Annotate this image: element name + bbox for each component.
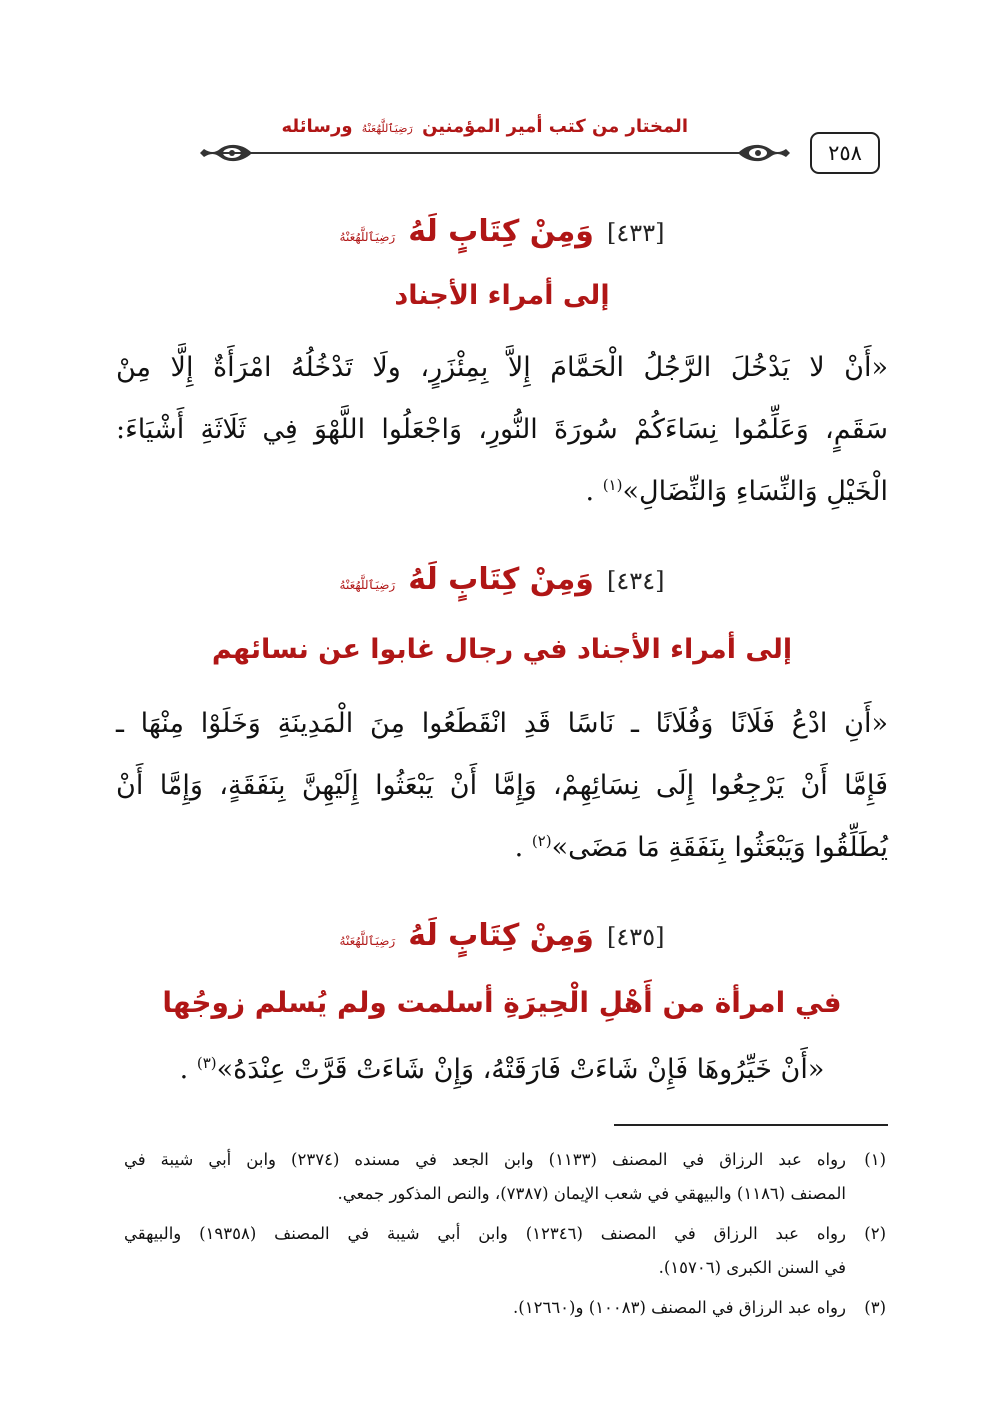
section-honorific: رَضِيَٱللَّهُعَنْهُ (339, 230, 396, 244)
footnote-text: رواه عبد الرزاق في المصنف (١٢٣٤٦) وابن أبي شيبة في المصنف (١٩٣٥٨) والبيهقي (124, 1224, 846, 1243)
footnote-ref-2: (٢) (531, 832, 552, 850)
running-title (281, 116, 688, 137)
running-title-tail: ورسائله (281, 116, 353, 137)
end-mark: . (179, 1054, 189, 1085)
footnote-text: رواه عبد الرزاق في المصنف (١٠٠٨٣) و(١٢٦٦٠). (513, 1298, 846, 1317)
running-title-main: المختار من كتب أمير المؤمنين (422, 116, 688, 137)
footnote-number: (٢) (864, 1224, 886, 1243)
footnote-3-line-1 (124, 1298, 886, 1317)
section-434-line-1: «أَنِ ادْعُ فَلَانًا وَفُلَانًا ـ نَاسًا قَدِ انْقَطَعُوا مِنَ الْمَدِينَةِ وَخَلَوْا مِنْهَا ـ (116, 708, 888, 739)
section-433-line-2: سَقَمٍ، وَعَلِّمُوا نِسَاءَكُمْ سُورَةَ النُّورِ، وَاجْعَلُوا اللَّهْوَ فِي ثَلَاثَةِ أَشْيَاءَ: (116, 414, 888, 445)
section-435-line-1 (116, 1054, 888, 1085)
section-honorific: رَضِيَٱللَّهُعَنْهُ (339, 934, 396, 948)
section-434-line-2: فَإِمَّا أَنْ يَرْجِعُوا إِلَى نِسَائِهِمْ، وَإِمَّا أَنْ يَبْعَثُوا إِلَيْهِنَّ بِنَفَقَةٍ، وَإِمَّا أَنْ (116, 770, 888, 801)
section-433-line-1: «أَنْ لا يَدْخُلَ الرَّجُلُ الْحَمَّامَ إِلاَّ بِمِئْزَرٍ، ولَا تَدْخُلُهُ امْرَأَةٌ إِلَّا مِنْ (116, 352, 888, 383)
running-header (140, 112, 880, 182)
page-number: ٢٥٨ (810, 132, 880, 174)
section-434-line-3-text: يُطَلِّقُوا وَيَبْعَثُوا بِنَفَقَةِ مَا مَضَى» (551, 832, 888, 863)
footnote-1-line-1 (124, 1150, 886, 1169)
section-phrase: وَمِنْ كِتَابٍ لَهُ (408, 918, 594, 953)
end-mark: . (585, 476, 595, 507)
section-433-line-3-text: الْخَيْلِ وَالنِّسَاءِ وَالنِّضَالِ» (622, 476, 888, 507)
section-phrase: وَمِنْ كِتَابٍ لَهُ (408, 214, 594, 249)
footnote-2-line-2: في السنن الكبرى (١٥٧٠٦). (658, 1258, 846, 1277)
right-ornament-icon (736, 140, 792, 166)
section-honorific: رَضِيَٱللَّهُعَنْهُ (339, 578, 396, 592)
footnote-1-line-2: المصنف (١١٨٦) والبيهقي في شعب الإيمان (٧٣٨٧)، والنص المذكور جمعي. (337, 1184, 846, 1203)
footnote-ref-1: (١) (602, 476, 623, 494)
section-435-line-1-text: «أَنْ خَيِّرُوهَا فَإِنْ شَاءَتْ فَارَقَتْهُ، وَإِنْ شَاءَتْ قَرَّتْ عِنْدَهُ» (216, 1054, 825, 1085)
section-phrase: وَمِنْ كِتَابٍ لَهُ (408, 562, 594, 597)
footnote-ref-3: (٣) (196, 1054, 217, 1072)
section-number: [٤٣٥] (607, 923, 665, 951)
section-435-subheading: في امرأة من أَهْلِ الْحِيرَةِ أسلمت ولم يُسلم زوجُها (162, 986, 842, 1019)
header-rule (218, 152, 784, 154)
footnote-separator (614, 1124, 888, 1126)
section-433-heading (110, 214, 894, 249)
footnote-text: رواه عبد الرزاق في المصنف (١١٣٣) وابن الجعد في مسنده (٢٣٧٤) وابن أبي شيبة في (124, 1150, 847, 1169)
section-number: [٤٣٤] (607, 567, 665, 595)
section-434-subheading: إلى أمراء الأجناد في رجال غابوا عن نسائهم (211, 634, 793, 665)
section-433-subheading: إلى أمراء الأجناد (394, 280, 610, 311)
footnote-number: (٣) (864, 1298, 886, 1317)
section-435-heading (110, 918, 894, 953)
footnote-2-line-1 (124, 1224, 886, 1243)
end-mark: . (514, 832, 524, 863)
footnote-number: (١) (864, 1150, 887, 1169)
section-number: [٤٣٣] (607, 219, 665, 247)
section-433-line-3 (116, 476, 888, 507)
running-title-honorific: رَضِيَٱللَّهُعَنْهُ (361, 122, 413, 135)
section-434-line-3 (116, 832, 888, 863)
section-434-heading (110, 562, 894, 597)
